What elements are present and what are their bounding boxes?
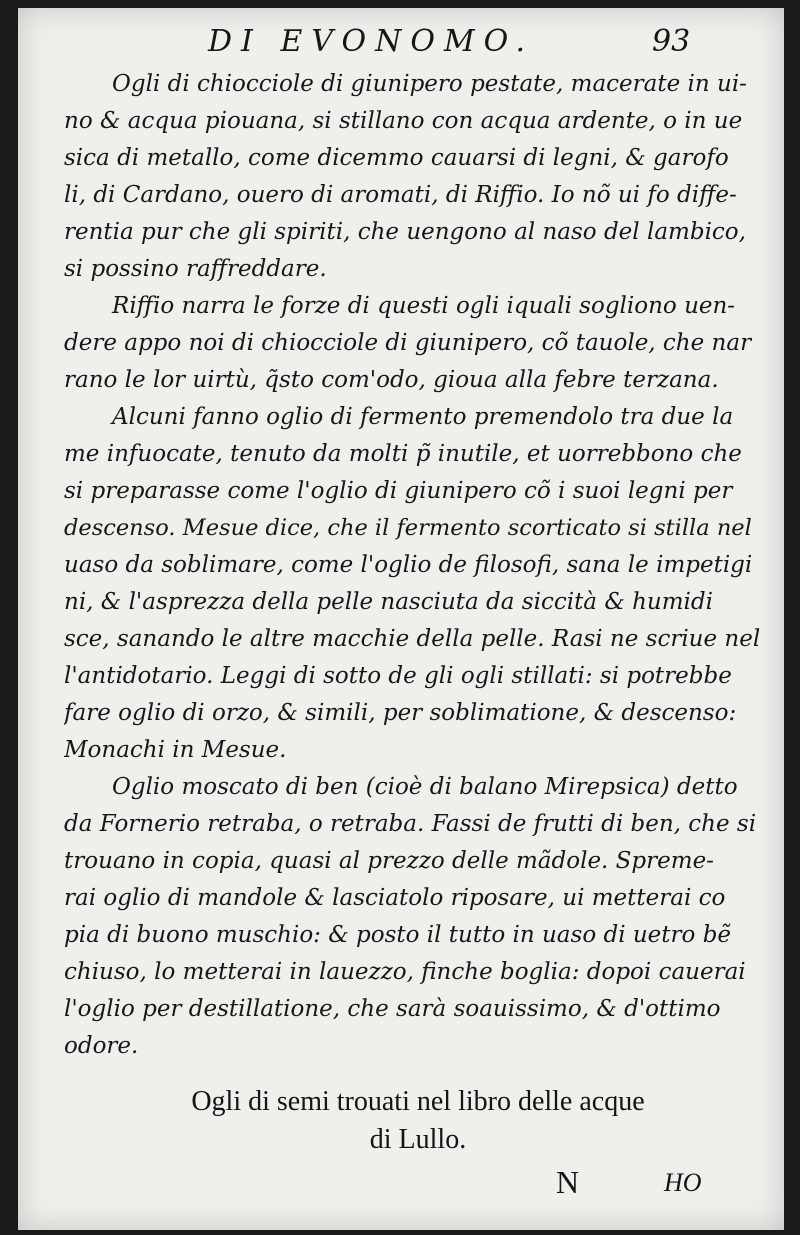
page-number: 93: [652, 24, 691, 59]
text-line: Riffio narra le forze di questi ogli iquali sogliono uen-: [112, 293, 736, 319]
text-line: trouano in copia, quasi al prezzo delle mãdole. Spreme-: [64, 848, 714, 874]
section-heading: [78, 1083, 758, 1159]
text-line: rai oglio di mandole & lasciatolo riposare, ui metterai co: [64, 885, 726, 911]
text-line: dere appo noi di chiocciole di giunipero, cõ tauole, che nar: [64, 330, 752, 356]
text-line: sce, sanando le altre macchie della pelle. Rasi ne scriue nel: [64, 626, 761, 652]
text-line: pia di buono muschio: & posto il tutto in uaso di uetro bẽ: [64, 922, 732, 948]
text-line: li, di Cardano, ouero di aromati, di Riffio. Io nõ ui fo diffe-: [64, 182, 737, 208]
text-line: descenso. Mesue dice, che il fermento scorticato si stilla nel: [64, 515, 752, 541]
text-line: si possino raffreddare.: [64, 256, 327, 282]
text-line: rano le lor uirtù, q̃sto com'odo, gioua alla febre terzana.: [64, 367, 719, 393]
text-line: me infuocate, tenuto da molti p̃ inutile, et uorrebbono che: [64, 441, 742, 467]
text-line: chiuso, lo metterai in lauezzo, finche boglia: dopoi cauerai: [64, 959, 746, 985]
text-line: Oglio moscato di ben (cioè di balano Mirepsica) detto: [112, 774, 738, 800]
body-text: [64, 66, 764, 1065]
section-heading-line-1: Ogli di semi trouati nel libro delle acque: [191, 1086, 645, 1117]
text-line: sica di metallo, come dicemmo cauarsi di legni, & garofo: [64, 145, 729, 171]
text-line: rentia pur che gli spiriti, che uengono al naso del lambico,: [64, 219, 746, 245]
text-line: fare oglio di orzo, & simili, per soblimatione, & descenso:: [64, 700, 737, 726]
running-head: DI EVONOMO.: [208, 24, 535, 59]
text-line: no & acqua piouana, si stillano con acqua ardente, o in ue: [64, 108, 743, 134]
text-line: da Fornerio retraba, o retraba. Fassi de frutti di ben, che si: [64, 811, 757, 837]
text-line: uaso da soblimare, come l'oglio de filosofi, sana le impetigi: [64, 552, 753, 578]
text-line: Alcuni fanno oglio di fermento premendolo tra due la: [112, 404, 734, 430]
text-line: si preparasse come l'oglio di giunipero cõ i suoi legni per: [64, 478, 733, 504]
text-line: Ogli di chiocciole di giunipero pestate, macerate in ui-: [112, 71, 747, 97]
text-line: Monachi in Mesue.: [64, 737, 287, 763]
text-line: l'antidotario. Leggi di sotto de gli ogli stillati: si potrebbe: [64, 663, 732, 689]
section-heading-line-2: di Lullo.: [369, 1124, 467, 1155]
text-line: ni, & l'asprezza della pelle nasciuta da siccità & humidi: [64, 589, 713, 615]
signature-mark: N: [556, 1164, 580, 1200]
catchword: HO: [664, 1168, 702, 1197]
text-line: l'oglio per destillatione, che sarà soauissimo, & d'ottimo: [64, 996, 721, 1022]
text-line: odore.: [64, 1033, 139, 1059]
book-page: [18, 8, 784, 1230]
